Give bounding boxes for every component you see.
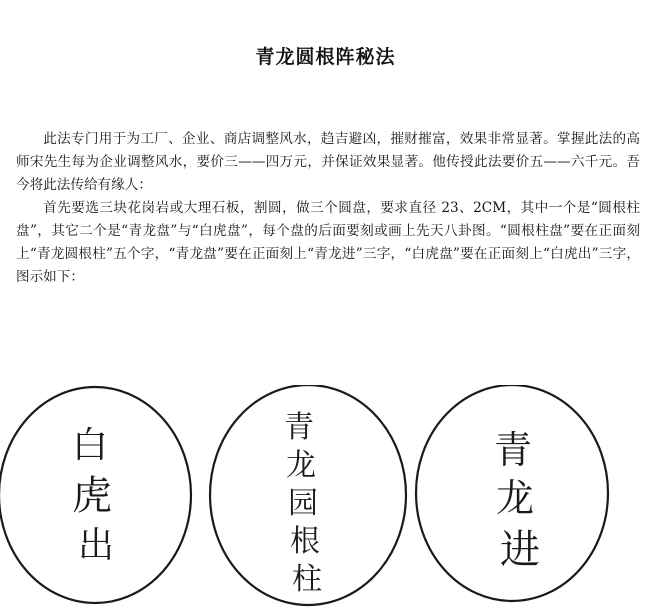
disc-char: 虎	[72, 473, 112, 519]
disc-char: 出	[78, 525, 115, 566]
body-text	[16, 128, 640, 289]
disc-char: 柱	[292, 562, 322, 597]
disc-char: 龙	[496, 476, 535, 520]
page-title: 青龙圆根阵秘法	[255, 46, 396, 68]
disc-char: 白	[72, 425, 109, 466]
disc-figure	[0, 385, 651, 608]
disc-char: 青	[284, 410, 314, 445]
disc-char: 园	[288, 486, 318, 521]
disc-char: 青	[494, 428, 533, 472]
disc-char: 根	[290, 524, 320, 559]
paragraph-instructions: 首先要选三块花岗岩或大理石板，割圆，做三个圆盘，要求直径 23、2CM，其中一个是“圆根柱盘”，其它二个是“青龙盘”与“白虎盘”，每个盘的后面要刻或画上先天八卦图。“圆根柱盘”要在正面刻上“青龙圆根柱”五个字，“青龙盘”要在正面刻上“青龙进”三字，“白虎盘”要在正面刻上“白虎出”三字，图示如下：	[16, 200, 640, 285]
paragraph-intro: 此法专门用于为工厂、企业、商店调整风水，趋吉避凶，摧财摧富，效果非常显著。掌握此法的高师宋先生每为企业调整风水，要价三——四万元，并保证效果显著。他传授此法要价五——六千元。吾今将此法传给有缘人：	[16, 131, 640, 193]
bai-hu-disc	[0, 387, 191, 603]
disc-char: 龙	[286, 448, 316, 483]
disc-char: 进	[500, 527, 540, 573]
yuan-gen-zhu-disc	[210, 385, 406, 605]
qing-long-disc	[416, 385, 608, 601]
